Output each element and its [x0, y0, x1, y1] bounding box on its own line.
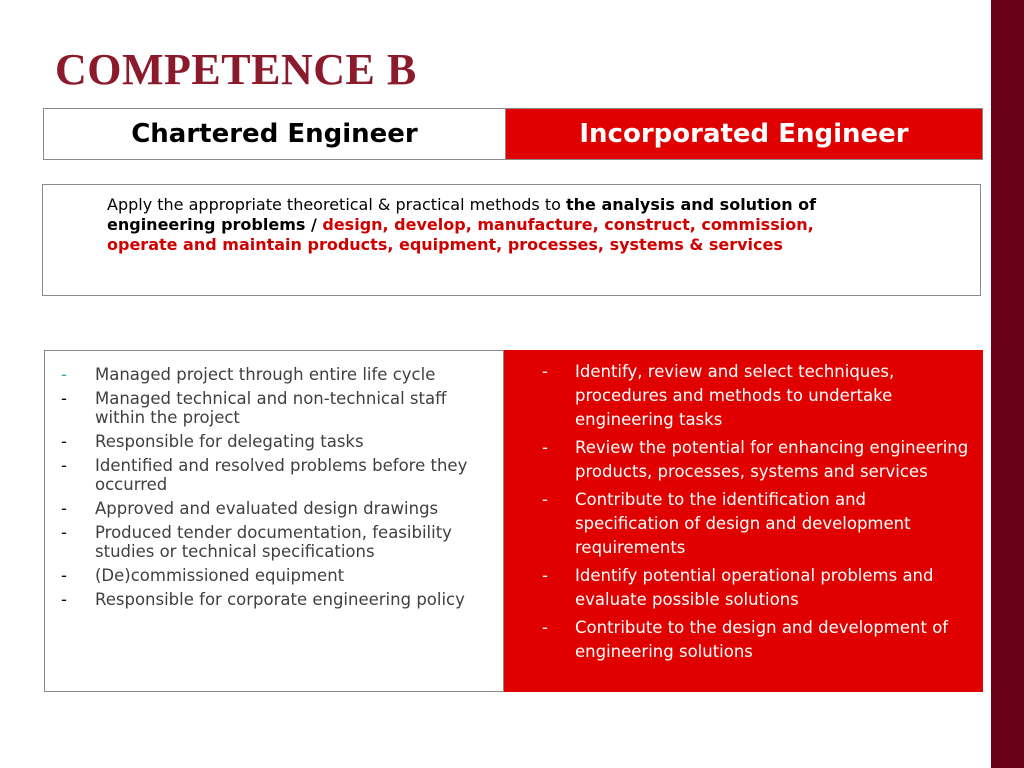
- list-item-text: (De)commissioned equipment: [95, 566, 345, 585]
- list-item: [61, 365, 483, 384]
- list-item: [542, 564, 973, 612]
- chartered-engineer-header: Chartered Engineer: [44, 109, 506, 159]
- list-item-text: Managed technical and non-technical staff within the project: [95, 389, 447, 427]
- list-item-text: Responsible for delegating tasks: [95, 432, 364, 451]
- list-item-text: Identify, review and select techniques, procedures and methods to undertake engineering tasks: [575, 362, 895, 429]
- list-item-text: Identified and resolved problems before they occurred: [95, 456, 468, 494]
- bullet-dash: -: [542, 490, 548, 509]
- list-item-text: Contribute to the identification and specification of design and development requirements: [575, 490, 911, 557]
- list-item-text: Identify potential operational problems and evaluate possible solutions: [575, 566, 934, 609]
- competence-description-box: [42, 184, 981, 296]
- list-item-text: Approved and evaluated design drawings: [95, 499, 439, 518]
- description-red: design, develop, manufacture, construct, commission, operate and maintain products, equipment, processes, systems & services: [107, 215, 814, 254]
- bullet-dash: -: [61, 432, 67, 451]
- bullet-dash: -: [61, 389, 67, 408]
- list-item-text: Managed project through entire life cycle: [95, 365, 436, 384]
- bullet-dash: -: [61, 456, 67, 475]
- bullet-dash: -: [61, 365, 67, 384]
- list-item: [61, 432, 483, 451]
- list-item-text: Produced tender documentation, feasibility studies or technical specifications: [95, 523, 452, 561]
- list-item: [542, 436, 973, 484]
- bullet-dash: -: [542, 566, 548, 585]
- list-item-text: Review the potential for enhancing engineering products, processes, systems and services: [575, 438, 969, 481]
- bullet-dash: -: [61, 499, 67, 518]
- bullet-dash: -: [61, 566, 67, 585]
- bullet-dash: -: [542, 438, 548, 457]
- list-item-text: Responsible for corporate engineering policy: [95, 590, 465, 609]
- description-plain: Apply the appropriate theoretical & practical methods to: [107, 195, 566, 214]
- competence-description: [107, 195, 877, 255]
- bullet-dash: -: [542, 618, 548, 637]
- chartered-engineer-list: [44, 350, 504, 692]
- incorporated-engineer-header: Incorporated Engineer: [506, 109, 982, 159]
- list-item: [61, 523, 483, 561]
- list-item: [542, 360, 973, 432]
- list-item: [61, 590, 483, 609]
- bullet-dash: -: [61, 590, 67, 609]
- column-headers: [43, 108, 983, 160]
- decorative-side-bar: [991, 0, 1024, 768]
- list-item: [61, 499, 483, 518]
- list-item: [61, 389, 483, 427]
- list-item-text: Contribute to the design and development of engineering solutions: [575, 618, 949, 661]
- slide-title: COMPETENCE B: [55, 45, 417, 94]
- list-item: [542, 616, 973, 664]
- comparison-lists: [44, 350, 983, 692]
- bullet-dash: -: [61, 523, 67, 542]
- bullet-dash: -: [542, 362, 548, 381]
- incorporated-engineer-list: [504, 350, 983, 692]
- list-item: [61, 566, 483, 585]
- list-item: [61, 456, 483, 494]
- list-item: [542, 488, 973, 560]
- description-bold: the analysis and solution of engineering problems /: [107, 195, 817, 234]
